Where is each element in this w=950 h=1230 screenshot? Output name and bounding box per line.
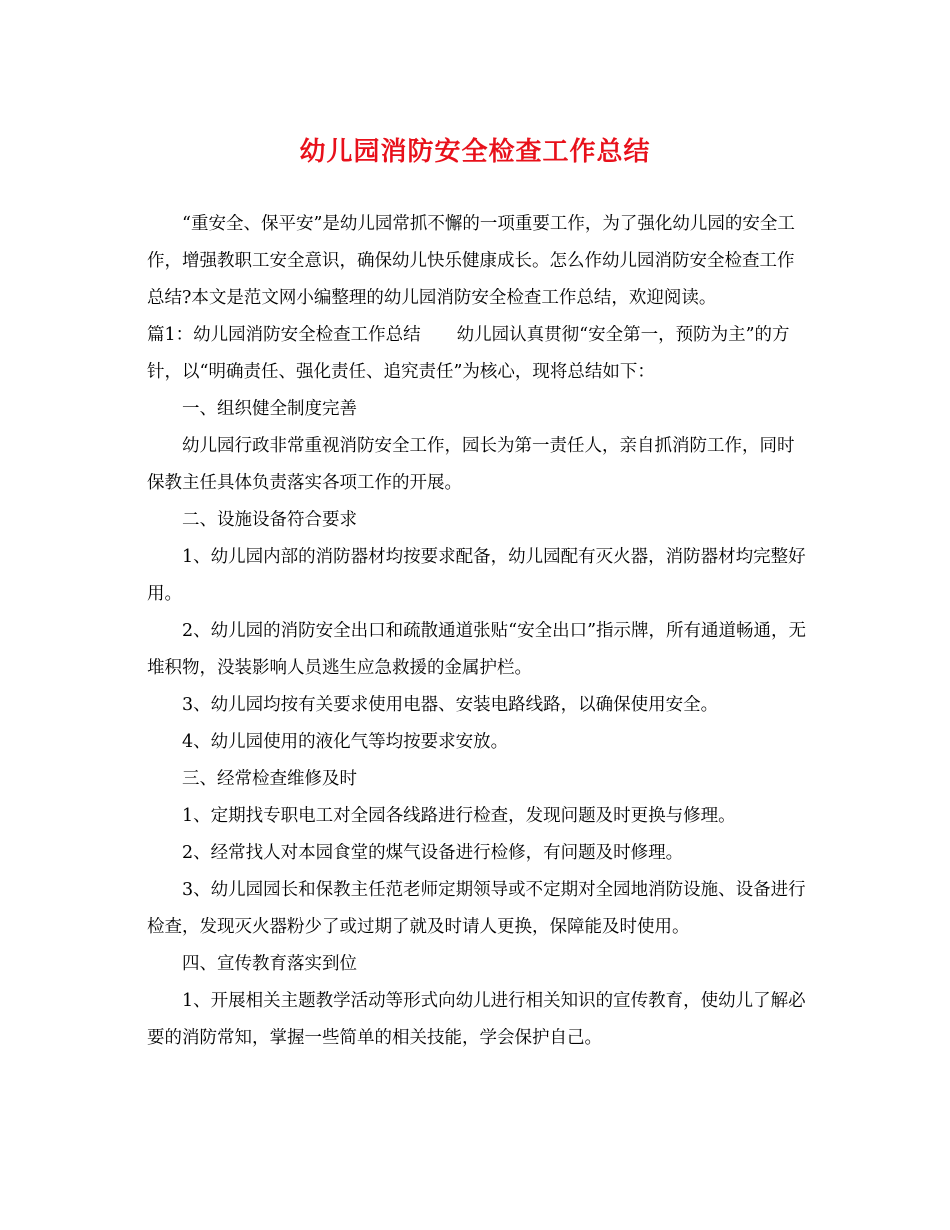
section-heading-4: 四、宣传教育落实到位 bbox=[182, 954, 357, 974]
section-3-item-1: 1、定期找专职电工对全园各线路进行检查，发现问题及时更换与修理。 bbox=[182, 806, 736, 826]
document-title: 幼儿园消防安全检查工作总结 bbox=[299, 137, 651, 167]
section-heading-3: 三、经常检查维修及时 bbox=[182, 769, 357, 789]
section-2-item-2: 2、幼儿园的消防安全出口和疏散通道张贴“安全出口”指示牌，所有通道畅通，无堆积物，没装影响人员逃生应急救援的金属护栏。 bbox=[147, 621, 807, 678]
document-body bbox=[147, 206, 807, 1057]
chapter-paragraph bbox=[147, 317, 807, 391]
section-3-item-2: 2、经常找人对本园食堂的煤气设备进行检修，有问题及时修理。 bbox=[182, 843, 684, 863]
section-4-item-1: 1、开展相关主题教学活动等形式向幼儿进行相关知识的宣传教育，使幼儿了解必要的消防常知，掌握一些简单的相关技能，学会保护自己。 bbox=[147, 991, 806, 1048]
intro-paragraph: “重安全、保平安”是幼儿园常抓不懈的一项重要工作，为了强化幼儿园的安全工作，增强教职工安全意识，确保幼儿快乐健康成长。怎么作幼儿园消防安全检查工作总结?本文是范文网小编整理的幼儿园消防安全检查工作总结，欢迎阅读。 bbox=[147, 214, 795, 308]
section-heading-2: 二、设施设备符合要求 bbox=[182, 510, 357, 530]
section-3-item-3: 3、幼儿园园长和保教主任范老师定期领导或不定期对全园地消防设施、设备进行检查，发现灭火器粉少了或过期了就及时请人更换，保障能及时使用。 bbox=[147, 880, 806, 937]
chapter-intro: 幼儿园认真贯彻“安全第一，预防为主”的方针，以“明确责任、强化责任、追究责任”为核心，现将总结如下： bbox=[147, 325, 790, 382]
chapter-label: 篇1：幼儿园消防安全检查工作总结 bbox=[147, 325, 421, 345]
section-1-item-1: 幼儿园行政非常重视消防安全工作，园长为第一责任人，亲自抓消防工作，同时保教主任具体负责落实各项工作的开展。 bbox=[147, 436, 795, 493]
section-heading-1: 一、组织健全制度完善 bbox=[182, 399, 357, 419]
section-2-item-4: 4、幼儿园使用的液化气等均按要求安放。 bbox=[182, 732, 509, 752]
section-2-item-3: 3、幼儿园均按有关要求使用电器、安装电路线路，以确保使用安全。 bbox=[182, 695, 719, 715]
section-2-item-1: 1、幼儿园内部的消防器材均按要求配备，幼儿园配有灭火器，消防器材均完整好用。 bbox=[147, 547, 806, 604]
